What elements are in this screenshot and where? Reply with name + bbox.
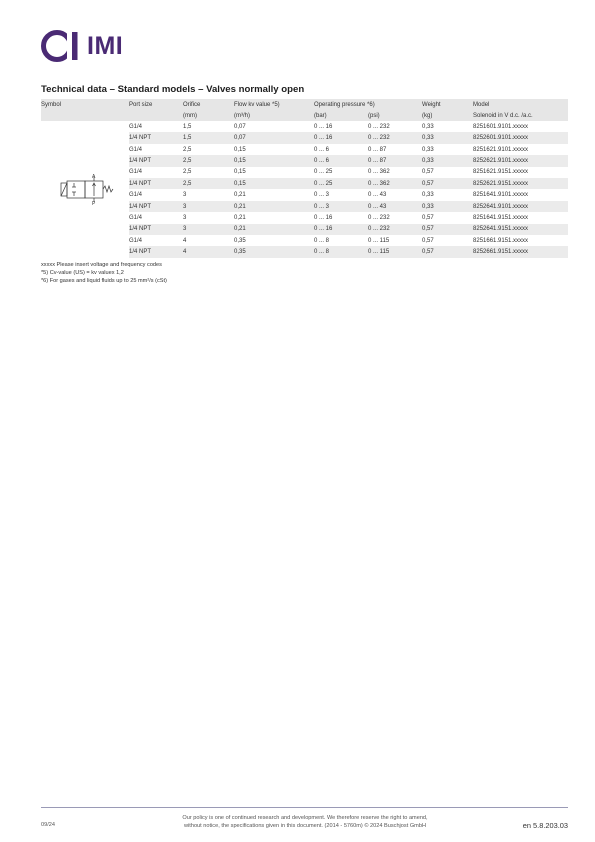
col-header-model: Model	[473, 99, 568, 110]
cell-weight: 0,57	[422, 178, 473, 189]
cell-model: 8251641.9101.xxxxx	[473, 192, 529, 199]
cell-orifice: 3	[183, 214, 187, 221]
cell-weight: 0,33	[422, 155, 473, 166]
footer-policy	[150, 814, 460, 831]
cell-pressure-psi: 0 ... 232	[368, 224, 422, 235]
cell-port-size: 1/4 NPT	[129, 178, 183, 189]
unit-psi: (psi)	[368, 110, 422, 121]
cell-weight: 0,57	[422, 169, 434, 176]
unit-symbol	[41, 110, 129, 121]
imi-logo-icon	[41, 29, 81, 63]
table-body	[41, 121, 568, 258]
cell-pressure-bar: 0 ... 6	[314, 155, 368, 166]
cell-pressure-bar: 0 ... 16	[314, 224, 368, 235]
cell-pressure-psi: 0 ... 87	[368, 155, 422, 166]
cell-orifice: 3	[183, 201, 234, 212]
cell-weight: 0,33	[422, 146, 434, 153]
col-header-flow: Flow kv value *5)	[234, 99, 314, 110]
port-a-label: A	[92, 174, 96, 180]
header-row-2	[41, 110, 568, 121]
cell-flow: 0,21	[234, 201, 314, 212]
cell-weight: 0,33	[422, 132, 473, 143]
unit-port-size	[129, 110, 183, 121]
cell-port-size: G1/4	[129, 214, 143, 221]
cell-pressure-bar: 0 ... 25	[314, 178, 368, 189]
cell-model: 8252621.9101.xxxxx	[473, 155, 568, 166]
cell-weight: 0,33	[422, 192, 434, 199]
cell-port-size: 1/4 NPT	[129, 246, 183, 258]
cell-orifice: 4	[183, 246, 234, 258]
port-p-label: P	[92, 201, 96, 207]
cell-weight: 0,33	[422, 123, 434, 130]
cell-model: 8252661.9151.xxxxx	[473, 246, 568, 258]
cell-port-size: 1/4 NPT	[129, 155, 183, 166]
cell-pressure-bar: 0 ... 6	[314, 146, 330, 153]
footnotes	[41, 261, 167, 286]
cell-port-size: 1/4 NPT	[129, 224, 183, 235]
cell-pressure-bar: 0 ... 3	[314, 201, 368, 212]
cell-pressure-psi: 0 ... 43	[368, 192, 387, 199]
table-row	[41, 121, 568, 132]
cell-port-size: G1/4	[129, 192, 143, 199]
cell-pressure-psi: 0 ... 362	[368, 178, 422, 189]
cell-weight: 0,33	[422, 201, 473, 212]
cell-model: 8252641.9151.xxxxx	[473, 224, 568, 235]
cell-pressure-psi: 0 ... 43	[368, 201, 422, 212]
unit-bar: (bar)	[314, 110, 368, 121]
valve-symbol-cell	[41, 121, 129, 258]
brand-name: IMI	[87, 32, 124, 60]
cell-weight: 0,57	[422, 214, 434, 221]
cell-orifice: 2,5	[183, 155, 234, 166]
cell-orifice: 2,5	[183, 146, 192, 153]
cell-port-size: 1/4 NPT	[129, 132, 183, 143]
footer-policy-line-2: without notice, the specifications given in this document. (2014 - 5760m) © 2024 Buschjost GmbH	[184, 823, 426, 830]
cell-pressure-bar: 0 ... 25	[314, 169, 333, 176]
cell-pressure-bar: 0 ... 16	[314, 214, 333, 221]
cell-port-size: G1/4	[129, 123, 143, 130]
cell-pressure-psi: 0 ... 232	[368, 214, 390, 221]
cell-pressure-bar: 0 ... 16	[314, 123, 333, 130]
unit-flow: (m³/h)	[234, 110, 314, 121]
col-header-port-size: Port size	[129, 99, 183, 110]
note-fluids: *6) For gases and liquid fluids up to 25 mm²/s (cSt)	[41, 278, 167, 285]
cell-weight: 0,57	[422, 246, 473, 258]
cell-flow: 0,15	[234, 155, 314, 166]
footer-date: 09/24	[41, 822, 55, 828]
note-cv: *5) Cv-value (US) = kv valuex 1,2	[41, 270, 124, 277]
footer-divider	[41, 807, 568, 808]
cell-port-size: 1/4 NPT	[129, 201, 183, 212]
imi-logo	[41, 29, 123, 63]
cell-flow: 0,15	[234, 146, 246, 153]
cell-pressure-psi: 0 ... 87	[368, 146, 387, 153]
col-header-orifice: Orifice	[183, 99, 234, 110]
cell-orifice: 4	[183, 237, 187, 244]
col-header-pressure: Operating pressure *6)	[314, 99, 422, 110]
cell-port-size: G1/4	[129, 237, 143, 244]
cell-port-size: G1/4	[129, 146, 143, 153]
header-row-1	[41, 99, 568, 110]
cell-pressure-psi: 0 ... 362	[368, 169, 390, 176]
unit-weight: (kg)	[422, 110, 473, 121]
col-header-symbol: Symbol	[41, 99, 129, 110]
cell-pressure-psi: 0 ... 115	[368, 237, 390, 244]
cell-flow: 0,21	[234, 192, 246, 199]
unit-model: Solenoid in V d.c. /a.c.	[473, 110, 568, 121]
cell-orifice: 2,5	[183, 169, 192, 176]
page-title: Technical data – Standard models – Valves normally open	[41, 84, 305, 95]
cell-model: 8251621.9101.xxxxx	[473, 146, 529, 153]
cell-model: 8252621.9151.xxxxx	[473, 178, 568, 189]
technical-data-table	[41, 99, 568, 258]
cell-orifice: 3	[183, 224, 234, 235]
cell-pressure-bar: 0 ... 16	[314, 132, 368, 143]
cell-orifice: 3	[183, 192, 187, 199]
cell-orifice: 1,5	[183, 123, 192, 130]
cell-model: 8252641.9101.xxxxx	[473, 201, 568, 212]
cell-weight: 0,57	[422, 224, 473, 235]
cell-flow: 0,21	[234, 224, 314, 235]
cell-orifice: 2,5	[183, 178, 234, 189]
cell-flow: 0,21	[234, 214, 246, 221]
cell-pressure-psi: 0 ... 115	[368, 246, 422, 258]
note-voltage: xxxxx Please insert voltage and frequency codes	[41, 262, 162, 268]
cell-pressure-psi: 0 ... 232	[368, 123, 390, 130]
cell-weight: 0,57	[422, 237, 434, 244]
unit-orifice: (mm)	[183, 110, 234, 121]
cell-flow: 0,07	[234, 132, 314, 143]
cell-pressure-bar: 0 ... 3	[314, 192, 330, 199]
cell-model: 8251661.9151.xxxxx	[473, 237, 529, 244]
cell-model: 8251621.9151.xxxxx	[473, 169, 529, 176]
col-header-weight: Weight	[422, 99, 473, 110]
cell-pressure-psi: 0 ... 232	[368, 132, 422, 143]
cell-flow: 0,35	[234, 237, 246, 244]
cell-pressure-bar: 0 ... 8	[314, 237, 330, 244]
cell-port-size: G1/4	[129, 169, 143, 176]
cell-orifice: 1,5	[183, 132, 234, 143]
footer-policy-line-1: Our policy is one of continued research and development. We therefore reserve the right to amend,	[182, 815, 428, 821]
cell-flow: 0,07	[234, 123, 246, 130]
document-number: en 5.8.203.03	[522, 821, 568, 830]
cell-flow: 0,15	[234, 169, 246, 176]
cell-pressure-bar: 0 ... 8	[314, 246, 368, 258]
cell-flow: 0,35	[234, 246, 314, 258]
cell-flow: 0,15	[234, 178, 314, 189]
cell-model: 8251641.9151.xxxxx	[473, 214, 529, 221]
cell-model: 8251601.9101.xxxxx	[473, 123, 529, 130]
solenoid-valve-symbol-icon	[41, 121, 129, 256]
cell-model: 8252601.9101.xxxxx	[473, 132, 568, 143]
